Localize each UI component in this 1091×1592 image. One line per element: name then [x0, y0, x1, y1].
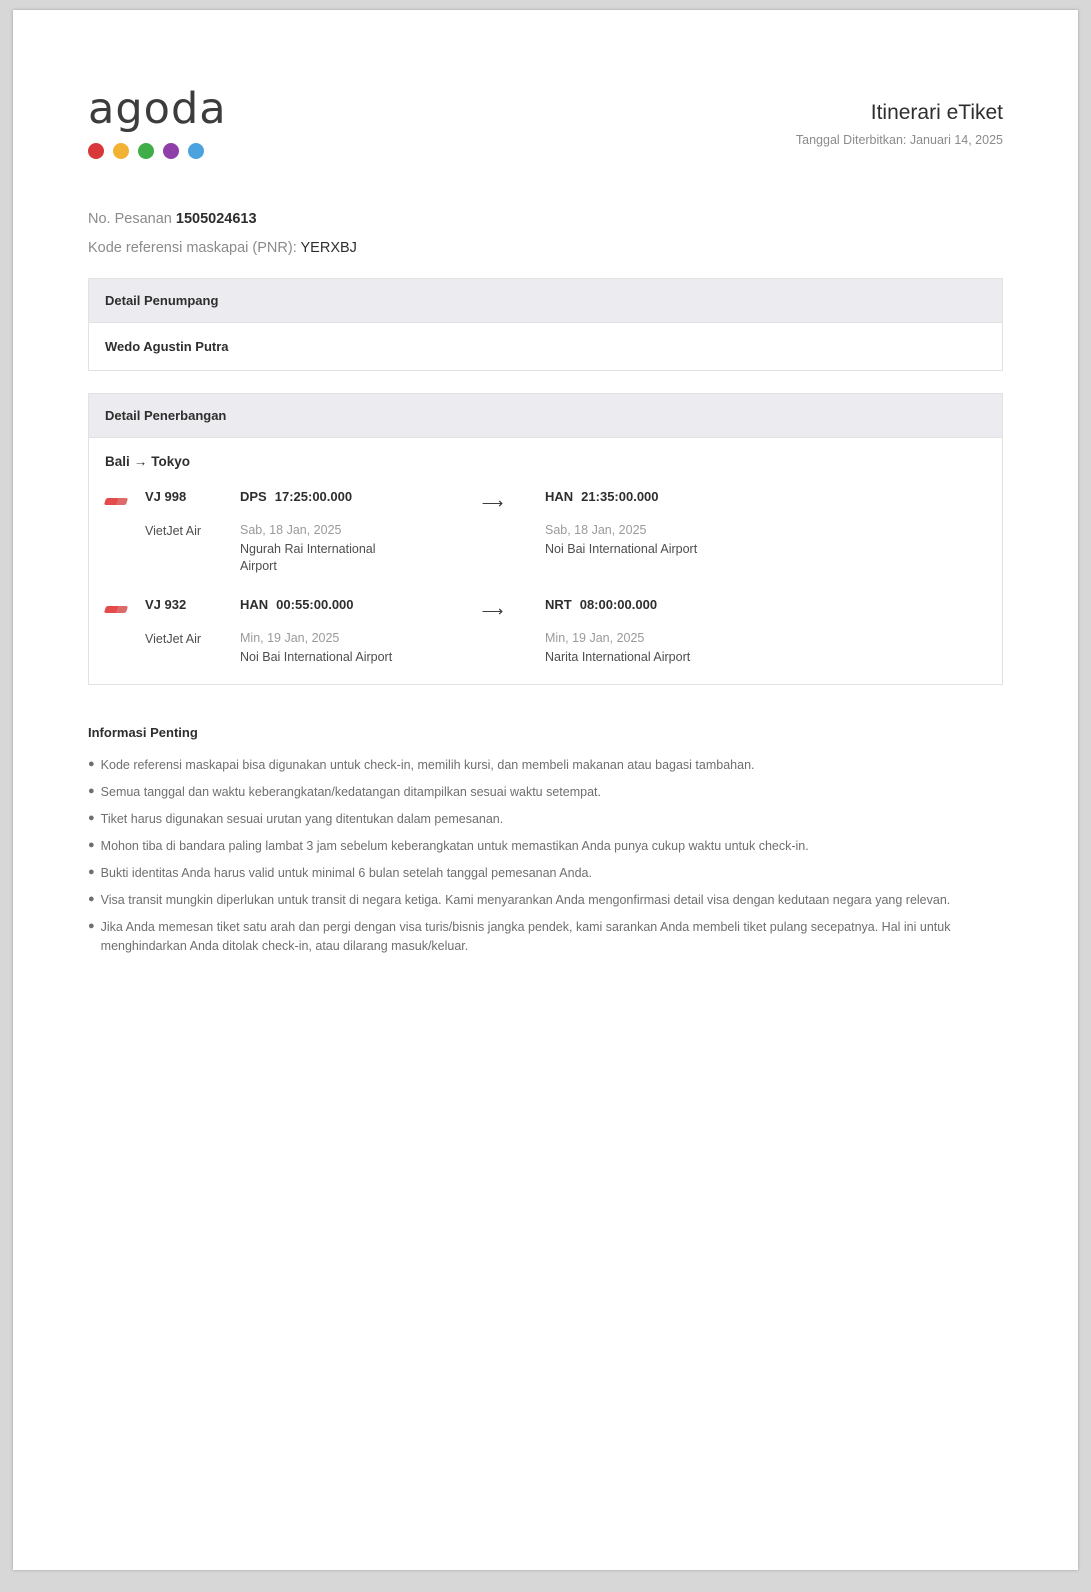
important-info-title: Informasi Penting	[88, 724, 198, 740]
departure-code: HAN	[240, 596, 269, 612]
info-text: Bukti identitas Anda harus valid untuk minimal 6 bulan setelah tanggal pemesanan Anda.	[100, 866, 592, 881]
airline-name: VietJet Air	[145, 631, 202, 646]
vietjet-logo-icon	[104, 498, 128, 505]
info-text: Kode referensi maskapai bisa digunakan untuk check-in, memilih kursi, dan membeli makanan atau bagasi tambahan.	[100, 757, 755, 772]
arrival-date: Min, 19 Jan, 2025	[545, 630, 645, 645]
info-text: Jika Anda memesan tiket satu arah dan pergi dengan visa turis/bisnis jangka pendek, kami sarankan Anda membeli tiket pulang secepatnya. Hal ini untuk menghindarkan Anda ditolak check-in, atau dilarang masuk/keluar.	[100, 920, 951, 953]
pnr-value: YERXBJ	[300, 240, 357, 256]
logo-dot-red	[88, 143, 104, 159]
logo-dots	[88, 143, 227, 159]
logo-dot-yellow	[113, 143, 129, 159]
info-list-item	[88, 756, 1003, 774]
issue-date: Tanggal Diterbitkan: Januari 14, 2025	[795, 133, 1003, 148]
logo-dot-purple	[163, 143, 179, 159]
arrival-cell	[545, 489, 805, 558]
arrival-code: HAN	[545, 489, 574, 504]
segment-arrow-cell	[440, 489, 545, 513]
route-arrow-icon: →	[133, 454, 148, 469]
bullet-icon: ●	[88, 757, 95, 770]
arrival-time: 21:35:00.000	[581, 489, 659, 504]
flight-number-cell	[145, 489, 240, 538]
flight-number-cell	[145, 597, 240, 646]
info-list-item	[88, 810, 1003, 828]
airline-name: VietJet Air	[145, 524, 202, 538]
departure-airport: Ngurah Rai International Airport	[240, 542, 376, 573]
segment-arrow-icon: ⟶	[481, 602, 504, 620]
flight-segment-row	[105, 575, 986, 666]
arrival-code: NRT	[545, 596, 572, 612]
order-number-value: 1505024613	[175, 211, 257, 227]
info-list-item	[88, 918, 1003, 954]
passenger-section	[88, 278, 1003, 371]
segment-arrow-icon: ⟶	[481, 495, 504, 512]
departure-time: 17:25:00.000	[274, 489, 353, 504]
logo-wordmark: agoda	[88, 84, 227, 134]
bullet-icon: ●	[88, 811, 95, 824]
departure-cell	[240, 489, 440, 575]
page-title: Itinerari eTiket	[870, 101, 1003, 124]
info-list-item	[88, 783, 1003, 801]
departure-date: Min, 19 Jan, 2025	[240, 630, 340, 645]
arrival-airport: Noi Bai International Airport	[545, 542, 698, 556]
pnr-line	[88, 240, 1003, 256]
arrival-date: Sab, 18 Jan, 2025	[545, 523, 647, 537]
bullet-icon: ●	[88, 839, 95, 851]
info-text: Tiket harus digunakan sesuai urutan yang ditentukan dalam pemesanan.	[100, 811, 504, 826]
arrival-time: 08:00:00.000	[579, 596, 658, 612]
order-info	[88, 211, 1003, 256]
info-text: Semua tanggal dan waktu keberangkatan/kedatangan ditampilkan sesuai waktu setempat.	[100, 784, 601, 799]
arrival-cell	[545, 597, 805, 666]
agoda-logo	[88, 80, 227, 159]
bullet-icon: ●	[88, 920, 95, 933]
bullet-icon: ●	[88, 784, 95, 797]
flight-list	[89, 475, 1002, 684]
arrival-time-line	[545, 489, 805, 504]
vietjet-logo-icon	[104, 606, 128, 613]
order-number-line	[88, 211, 1003, 227]
document-header	[88, 80, 1003, 159]
logo-dot-blue	[188, 143, 204, 159]
info-text: Mohon tiba di bandara paling lambat 3 jam sebelum keberangkatan untuk memastikan Anda punya cukup waktu untuk check-in.	[100, 839, 809, 853]
flight-segment-row	[105, 475, 986, 575]
passenger-section-body	[89, 323, 1002, 371]
bullet-icon: ●	[88, 866, 95, 879]
info-list-item	[88, 864, 1003, 882]
arrival-time-line	[545, 597, 805, 612]
flight-section-heading: Detail Penerbangan	[89, 394, 1002, 438]
route-origin: Bali	[105, 454, 130, 469]
departure-date: Sab, 18 Jan, 2025	[240, 523, 342, 537]
flight-section	[88, 393, 1003, 685]
route-title	[89, 438, 1002, 475]
document-page	[13, 10, 1078, 1570]
logo-dot-green	[138, 143, 154, 159]
departure-airport: Noi Bai International Airport	[240, 649, 393, 664]
departure-code: DPS	[240, 489, 267, 504]
info-text: Visa transit mungkin diperlukan untuk transit di negara ketiga. Kami menyarankan Anda mengonfirmasi detail visa dengan kedutaan negara yang relevan.	[100, 893, 951, 908]
departure-time-line	[240, 597, 440, 612]
departure-time-line	[240, 489, 440, 504]
pnr-label: Kode referensi maskapai (PNR):	[88, 240, 297, 256]
segment-arrow-cell	[440, 597, 545, 621]
departure-time: 00:55:00.000	[276, 596, 354, 612]
flight-number: VJ 932	[145, 596, 187, 612]
flight-section-body	[89, 438, 1002, 685]
route-destination: Tokyo	[151, 454, 191, 469]
arrival-airport: Narita International Airport	[545, 649, 691, 664]
bullet-icon: ●	[88, 893, 95, 906]
info-list-item	[88, 837, 1003, 855]
airline-logo-cell	[105, 489, 145, 510]
flight-number: VJ 998	[145, 489, 187, 504]
title-block	[796, 80, 1003, 147]
airline-logo-cell	[105, 597, 145, 618]
info-list-item	[88, 891, 1003, 909]
passenger-section-heading: Detail Penumpang	[89, 279, 1002, 323]
order-number-label: No. Pesanan	[88, 211, 172, 227]
important-info-section	[88, 725, 1003, 955]
departure-cell	[240, 597, 440, 666]
passenger-name: Wedo Agustin Putra	[105, 339, 229, 354]
